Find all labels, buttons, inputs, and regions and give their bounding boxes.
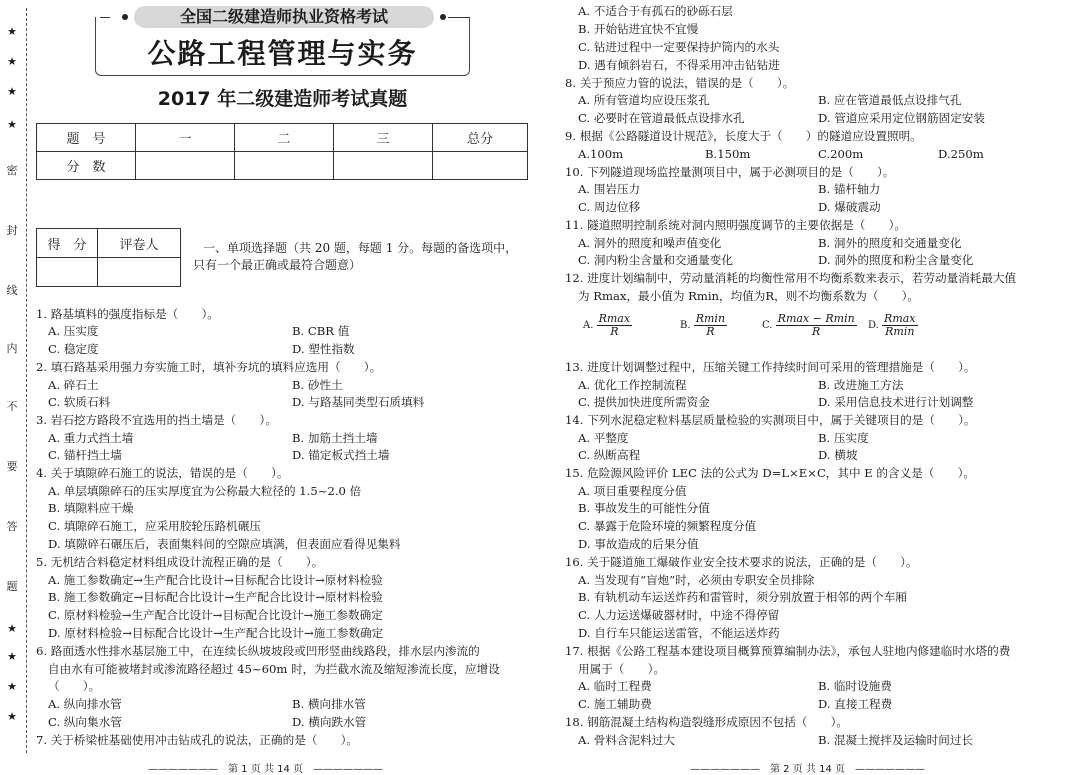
binding-char: 不 xyxy=(6,400,18,413)
option-6c[interactable]: C. 纵向集水管 xyxy=(48,715,122,729)
option-17b[interactable]: B. 临时设施费 xyxy=(818,679,892,693)
option-12c[interactable] xyxy=(762,313,857,338)
option-7d[interactable]: D. 遇有倾斜岩石，不得采用冲击钻钻进 xyxy=(578,58,780,72)
option-2c[interactable]: C. 软质石料 xyxy=(48,395,111,409)
question-6-line3: （ ）。 xyxy=(48,679,101,693)
question-15: 15. 危险源风险评价 LEC 法的公式为 D=L×E×C，其中 E 的含义是（ ）。 xyxy=(565,466,975,480)
option-12b[interactable] xyxy=(680,313,727,338)
formula-12b-denominator: R xyxy=(706,325,715,338)
option-7b[interactable]: B. 开始钻进宜快不宜慢 xyxy=(578,22,699,36)
option-6b[interactable]: B. 横向排水管 xyxy=(292,697,366,711)
binding-dashed-line xyxy=(26,8,27,753)
score-cell[interactable] xyxy=(433,152,528,180)
option-13d[interactable]: D. 采用信息技术进行计划调整 xyxy=(818,395,974,409)
option-5c[interactable]: C. 原材料检验→生产配合比设计→目标配合比设计→施工参数确定 xyxy=(48,608,383,622)
formula-12c-denominator: R xyxy=(812,325,821,338)
score-row-label: 分 数 xyxy=(37,152,136,180)
score-table xyxy=(36,123,528,180)
question-5: 5. 无机结合料稳定材料组成设计流程正确的是（ ）。 xyxy=(36,555,324,569)
question-3: 3. 岩石挖方路段不宜选用的挡土墙是（ ）。 xyxy=(36,413,277,427)
option-9c[interactable]: C.200m xyxy=(818,147,864,161)
option-16c[interactable]: C. 人力运送爆破器材时，中途不得停留 xyxy=(578,608,780,622)
option-12b-label: B. xyxy=(680,320,691,331)
option-12a-label: A. xyxy=(583,320,594,331)
option-12a[interactable] xyxy=(583,313,632,338)
section-instruction: 只有一个最正确或最符合题意） xyxy=(193,258,362,272)
binding-char: 答 xyxy=(6,520,18,533)
option-9a[interactable]: A.100m xyxy=(578,147,624,161)
question-8: 8. 关于预应力管的说法，错误的是（ ）。 xyxy=(565,76,795,90)
option-4b[interactable]: B. 填隙料应干燥 xyxy=(48,501,134,515)
score-cell[interactable] xyxy=(136,152,235,180)
option-17c[interactable]: C. 施工辅助费 xyxy=(578,697,652,711)
question-4: 4. 关于填隙碎石施工的说法，错误的是（ ）。 xyxy=(36,466,289,480)
option-11c[interactable]: C. 洞内粉尘含量和交通量变化 xyxy=(578,253,733,267)
question-11: 11. 隧道照明控制系统对洞内照明强度调节的主要依据是（ ）。 xyxy=(565,218,906,232)
option-10c[interactable]: C. 周边位移 xyxy=(578,200,641,214)
formula-12b-numerator: Rmin xyxy=(695,312,726,325)
option-1d[interactable]: D. 塑性指数 xyxy=(292,342,355,356)
option-11b[interactable]: B. 洞外的照度和交通量变化 xyxy=(818,236,962,250)
option-14a[interactable]: A. 平整度 xyxy=(578,431,629,445)
option-3a[interactable]: A. 重力式挡土墙 xyxy=(48,431,134,445)
question-6-line2: 自由水有可能被堵封或渗流路径超过 45~60m 时，为拦截水流及缩短渗流长度，应增设 xyxy=(48,662,500,676)
option-15d[interactable]: D. 事故造成的后果分值 xyxy=(578,537,699,551)
page-footer-right: ——————— 第 2 页 共 14 页 ——————— xyxy=(690,764,925,775)
option-1b[interactable]: B. CBR 值 xyxy=(292,324,350,338)
option-4a[interactable]: A. 单层填隙碎石的压实厚度宜为公称最大粒径的 1.5~2.0 倍 xyxy=(48,484,362,498)
page-subtitle: 2017 年二级建造师考试真题 xyxy=(157,88,408,110)
question-10: 10. 下列隧道现场监控量测项目中，属于必测项目的是（ ）。 xyxy=(565,165,895,179)
formula-12d-numerator: Rmax xyxy=(884,312,916,325)
option-14c[interactable]: C. 纵断高程 xyxy=(578,448,641,462)
star-icon: ★ xyxy=(7,85,17,98)
option-16d[interactable]: D. 自行车只能运送雷管，不能运送炸药 xyxy=(578,626,780,640)
option-12d[interactable] xyxy=(868,313,918,338)
option-18a[interactable]: A. 骨料含泥料过大 xyxy=(578,733,675,747)
question-6-line1: 6. 路面透水性排水基层施工中，在连续长纵坡坡段或凹形竖曲线路段，排水层内渗流的 xyxy=(36,644,480,658)
star-icon: ★ xyxy=(7,55,17,68)
formula-12d-denominator: Rmin xyxy=(885,325,915,338)
option-12d-label: D. xyxy=(868,320,879,331)
question-2: 2. 填石路基采用强力夯实施工时，填补夯坑的填料应选用（ ）。 xyxy=(36,360,382,374)
question-18: 18. 钢筋混凝土结构构造裂缝形成原因不包括（ ）。 xyxy=(565,715,848,729)
option-5b[interactable]: B. 施工参数确定→目标配合比设计→生产配合比设计→原材料检验 xyxy=(48,590,383,604)
option-17d[interactable]: D. 直接工程费 xyxy=(818,697,893,711)
question-14: 14. 下列水泥稳定粒料基层质量检验的实测项目中，属于关键项目的是（ ）。 xyxy=(565,413,976,427)
score-header-cell: 三 xyxy=(334,124,433,152)
option-12c-label: C. xyxy=(762,320,773,331)
formula-12d xyxy=(882,313,917,338)
question-12-line1: 12. 进度计划编制中，劳动量消耗的均衡性常用不均衡系数来表示，若劳动量消耗最大值 xyxy=(565,271,1017,285)
question-16: 16. 关于隧道施工爆破作业安全技术要求的说法，正确的是（ ）。 xyxy=(565,555,918,569)
formula-12a xyxy=(597,313,632,338)
option-7c[interactable]: C. 钻进过程中一定要保持护筒内的水头 xyxy=(578,40,780,54)
score-cell[interactable] xyxy=(235,152,334,180)
option-17a[interactable]: A. 临时工程费 xyxy=(578,679,652,693)
option-1c[interactable]: C. 稳定度 xyxy=(48,342,99,356)
score-header-cell: 题 号 xyxy=(37,124,136,152)
option-8c[interactable]: C. 必要时在管道最低点设排水孔 xyxy=(578,111,745,125)
exam-banner: 全国二级建造师执业资格考试 xyxy=(134,6,434,28)
option-6d[interactable]: D. 横向跌水管 xyxy=(292,715,367,729)
star-icon: ★ xyxy=(7,710,17,723)
option-5a[interactable]: A. 施工参数确定→生产配合比设计→目标配合比设计→原材料检验 xyxy=(48,573,383,587)
question-9: 9. 根据《公路隧道设计规范》，长度大于（ ）的隧道应设置照明。 xyxy=(565,129,922,143)
option-15c[interactable]: C. 暴露于危险环境的频繁程度分值 xyxy=(578,519,757,533)
option-8d[interactable]: D. 管道应采用定位钢筋固定安装 xyxy=(818,111,985,125)
grader-table xyxy=(36,228,181,287)
question-12-line2: 为 Rmax，最小值为 Rmin，均值为R，则不均衡系数为（ ）。 xyxy=(578,289,920,303)
grader-score-cell[interactable] xyxy=(37,258,98,287)
score-header-cell: 总分 xyxy=(433,124,528,152)
binding-char: 密 xyxy=(6,164,18,177)
option-14b[interactable]: B. 压实度 xyxy=(818,431,869,445)
option-16a[interactable]: A. 当发现有“盲炮”时，必须由专职安全员排除 xyxy=(578,573,815,587)
option-18b[interactable]: B. 混凝土搅拌及运输时间过长 xyxy=(818,733,974,747)
option-2d[interactable]: D. 与路基同类型石质填料 xyxy=(292,395,425,409)
option-3c[interactable]: C. 锚杆挡土墙 xyxy=(48,448,122,462)
option-15a[interactable]: A. 项目重要程度分值 xyxy=(578,484,687,498)
binding-char: 内 xyxy=(6,342,18,355)
star-icon: ★ xyxy=(7,622,17,635)
formula-12a-denominator: R xyxy=(610,325,619,338)
binding-char: 要 xyxy=(6,460,18,473)
star-icon: ★ xyxy=(7,650,17,663)
option-10b[interactable]: B. 锚杆轴力 xyxy=(818,182,881,196)
question-17-line2: 用属于（ ）。 xyxy=(578,662,665,676)
binding-char: 线 xyxy=(6,284,18,297)
grader-reviewer-label: 评卷人 xyxy=(98,229,181,258)
option-13b[interactable]: B. 改进施工方法 xyxy=(818,378,904,392)
option-3b[interactable]: B. 加筋土挡土墙 xyxy=(292,431,378,445)
star-icon: ★ xyxy=(7,118,17,131)
formula-12a-numerator: Rmax xyxy=(598,312,631,325)
star-icon: ★ xyxy=(7,25,17,38)
option-7a[interactable]: A. 不适合于有孤石的砂砾石层 xyxy=(578,4,733,18)
question-17-line1: 17. 根据《公路工程基本建设项目概算预算编制办法》，承包人驻地内修建临时水塔的费 xyxy=(565,644,1011,658)
page-footer-left: ——————— 第 1 页 共 14 页 ——————— xyxy=(148,764,383,775)
option-9b[interactable]: B.150m xyxy=(705,147,751,161)
score-header-cell: 二 xyxy=(235,124,334,152)
binding-char: 题 xyxy=(6,580,18,593)
option-4c[interactable]: C. 填隙碎石施工，应采用胶轮压路机碾压 xyxy=(48,519,261,533)
formula-12b xyxy=(694,313,727,338)
option-2b[interactable]: B. 砂性土 xyxy=(292,378,343,392)
binding-char: 封 xyxy=(6,224,18,237)
option-5d[interactable]: D. 原材料检验→目标配合比设计→生产配合比设计→施工参数确定 xyxy=(48,626,384,640)
option-16b[interactable]: B. 有轨机动车运送炸药和雷管时，须分别放置于相邻的两个车厢 xyxy=(578,590,907,604)
option-10a[interactable]: A. 围岩压力 xyxy=(578,182,641,196)
formula-12c-numerator: Rmax − Rmin xyxy=(777,312,855,325)
question-1: 1. 路基填料的强度指标是（ ）。 xyxy=(36,307,219,321)
option-2a[interactable]: A. 碎石土 xyxy=(48,378,99,392)
option-3d[interactable]: D. 锚定板式挡土墙 xyxy=(292,448,390,462)
score-header-cell: 一 xyxy=(136,124,235,152)
option-8b[interactable]: B. 应在管道最低点设排气孔 xyxy=(818,93,962,107)
formula-12c xyxy=(776,313,857,338)
question-13: 13. 进度计划调整过程中，压缩关键工作持续时间可采用的管理措施是（ ）。 xyxy=(565,360,976,374)
option-14d[interactable]: D. 横坡 xyxy=(818,448,858,462)
grader-reviewer-cell[interactable] xyxy=(98,258,181,287)
section-heading: 一、单项选择题（共 20 题，每题 1 分。每题的备选项中， xyxy=(203,241,518,255)
question-7: 7. 关于桥梁桩基础使用冲击钻成孔的说法，正确的是（ ）。 xyxy=(36,733,358,747)
option-9d[interactable]: D.250m xyxy=(938,147,984,161)
option-6a[interactable]: A. 纵向排水管 xyxy=(48,697,122,711)
option-11d[interactable]: D. 洞外的照度和粉尘含量变化 xyxy=(818,253,974,267)
option-4d[interactable]: D. 填隙碎石碾压后，表面集料间的空隙应填满，但表面应看得见集料 xyxy=(48,537,401,551)
option-13c[interactable]: C. 提供加快进度所需资金 xyxy=(578,395,710,409)
option-8a[interactable]: A. 所有管道均应设压浆孔 xyxy=(578,93,710,107)
score-cell[interactable] xyxy=(334,152,433,180)
option-15b[interactable]: B. 事故发生的可能性分值 xyxy=(578,501,710,515)
option-1a[interactable]: A. 压实度 xyxy=(48,324,99,338)
star-icon: ★ xyxy=(7,680,17,693)
option-10d[interactable]: D. 爆破震动 xyxy=(818,200,881,214)
page-title: 公路工程管理与实务 xyxy=(147,37,418,70)
grader-score-label: 得 分 xyxy=(37,229,98,258)
option-11a[interactable]: A. 洞外的照度和噪声值变化 xyxy=(578,236,722,250)
option-13a[interactable]: A. 优化工作控制流程 xyxy=(578,378,687,392)
